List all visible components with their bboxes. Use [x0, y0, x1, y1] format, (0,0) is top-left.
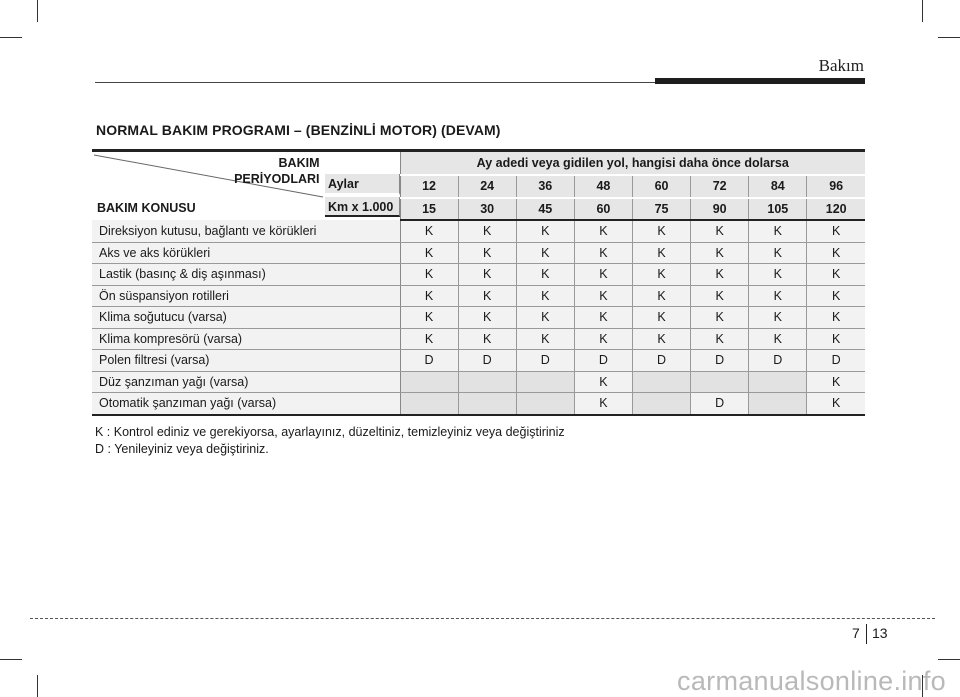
maintenance-item: Polen filtresi (varsa) — [92, 350, 400, 372]
legend-k: K : Kontrol ediniz ve gerekiyorsa, ayarlayınız, düzeltiniz, temizleyiniz veya değiştiriniz — [95, 425, 565, 439]
schedule-value: K — [633, 264, 691, 286]
schedule-value: K — [458, 285, 516, 307]
schedule-value: K — [458, 220, 516, 242]
footer-rule — [30, 618, 935, 619]
months-header-cell: 12 — [400, 175, 458, 198]
schedule-value: K — [807, 307, 865, 329]
schedule-value: K — [458, 307, 516, 329]
schedule-value: K — [400, 285, 458, 307]
table-row — [92, 307, 865, 329]
page-title: NORMAL BAKIM PROGRAMI – (BENZİNLİ MOTOR) (DEVAM) — [96, 122, 501, 138]
header-rule-accent — [655, 78, 865, 84]
schedule-value: K — [516, 220, 574, 242]
schedule-value: D — [458, 350, 516, 372]
schedule-value: K — [574, 307, 632, 329]
maintenance-item: Aks ve aks körükleri — [92, 242, 400, 264]
maintenance-item: Düz şanzıman yağı (varsa) — [92, 371, 400, 393]
schedule-value — [400, 393, 458, 415]
schedule-value: K — [400, 220, 458, 242]
schedule-value — [633, 393, 691, 415]
corner-subject-label: BAKIM KONUSU — [97, 201, 196, 215]
schedule-value: K — [400, 264, 458, 286]
km-header-cell: 75 — [633, 198, 691, 221]
maintenance-item: Klima kompresörü (varsa) — [92, 328, 400, 350]
km-header-cell: 90 — [691, 198, 749, 221]
schedule-value: K — [749, 328, 807, 350]
crop-mark — [37, 0, 38, 22]
schedule-value: K — [574, 285, 632, 307]
header-rule — [95, 82, 655, 83]
schedule-value: K — [807, 393, 865, 415]
schedule-value: K — [516, 242, 574, 264]
schedule-value — [516, 371, 574, 393]
watermark: carmanualsonline.info — [677, 666, 946, 696]
chapter-number: 7 — [852, 625, 860, 641]
schedule-value — [400, 371, 458, 393]
crop-mark — [938, 37, 960, 38]
schedule-value: K — [633, 242, 691, 264]
schedule-value: K — [749, 285, 807, 307]
schedule-value — [749, 371, 807, 393]
schedule-value: K — [574, 328, 632, 350]
months-header-cell: 36 — [516, 175, 574, 198]
table-row — [92, 242, 865, 264]
schedule-value: K — [516, 307, 574, 329]
crop-mark — [0, 37, 22, 38]
schedule-value — [691, 371, 749, 393]
legend-d: D : Yenileyiniz veya değiştiriniz. — [95, 442, 269, 456]
schedule-value: K — [633, 220, 691, 242]
schedule-value: K — [400, 328, 458, 350]
km-header-cell: 105 — [749, 198, 807, 221]
maintenance-item: Lastik (basınç & diş aşınması) — [92, 264, 400, 286]
crop-mark — [922, 0, 923, 22]
table-row — [92, 350, 865, 372]
interval-header: Ay adedi veya gidilen yol, hangisi daha önce dolarsa — [400, 151, 865, 176]
schedule-value: K — [633, 285, 691, 307]
crop-mark — [938, 659, 960, 660]
maintenance-item: Otomatik şanzıman yağı (varsa) — [92, 393, 400, 415]
schedule-value — [633, 371, 691, 393]
schedule-value: K — [574, 264, 632, 286]
schedule-value: K — [633, 307, 691, 329]
table-row — [92, 328, 865, 350]
months-header-cell: 60 — [633, 175, 691, 198]
maintenance-item: Direksiyon kutusu, bağlantı ve körükleri — [92, 220, 400, 242]
schedule-value: K — [749, 242, 807, 264]
schedule-value: K — [633, 328, 691, 350]
schedule-value: D — [400, 350, 458, 372]
schedule-value: K — [458, 328, 516, 350]
schedule-value: K — [807, 242, 865, 264]
schedule-value: K — [400, 307, 458, 329]
crop-mark — [37, 675, 38, 697]
page-separator — [866, 624, 867, 644]
schedule-value: K — [516, 264, 574, 286]
months-header-cell: 24 — [458, 175, 516, 198]
maintenance-item: Ön süspansiyon rotilleri — [92, 285, 400, 307]
schedule-value: K — [574, 393, 632, 415]
schedule-value — [458, 393, 516, 415]
corner-periods-label — [234, 155, 319, 187]
table-row — [92, 393, 865, 415]
schedule-value: D — [516, 350, 574, 372]
schedule-value: K — [516, 328, 574, 350]
km-header-cell: 60 — [574, 198, 632, 221]
schedule-value: K — [458, 264, 516, 286]
schedule-value: K — [807, 328, 865, 350]
months-header-cell: 48 — [574, 175, 632, 198]
table-row — [92, 264, 865, 286]
maintenance-table — [92, 149, 865, 416]
running-header: Bakım — [818, 56, 864, 75]
schedule-value: K — [691, 220, 749, 242]
schedule-value: K — [691, 264, 749, 286]
schedule-value: K — [574, 371, 632, 393]
maintenance-item: Klima soğutucu (varsa) — [92, 307, 400, 329]
schedule-value: K — [807, 371, 865, 393]
schedule-value: D — [749, 350, 807, 372]
schedule-value: K — [574, 242, 632, 264]
schedule-value: K — [749, 220, 807, 242]
km-label: Km x 1.000 — [325, 197, 400, 218]
schedule-value: K — [807, 285, 865, 307]
km-header-cell: 30 — [458, 198, 516, 221]
legend — [95, 424, 565, 458]
page-number: 13 — [872, 625, 888, 641]
schedule-value: K — [574, 220, 632, 242]
schedule-value: D — [691, 350, 749, 372]
schedule-value: K — [807, 264, 865, 286]
table-row — [92, 285, 865, 307]
schedule-value: K — [458, 242, 516, 264]
schedule-value: K — [807, 220, 865, 242]
table-row — [92, 371, 865, 393]
schedule-value: D — [691, 393, 749, 415]
table-corner — [92, 151, 400, 221]
schedule-value: D — [574, 350, 632, 372]
months-header-cell: 72 — [691, 175, 749, 198]
schedule-value: K — [749, 264, 807, 286]
schedule-value — [458, 371, 516, 393]
schedule-value: D — [807, 350, 865, 372]
crop-mark — [0, 659, 22, 660]
schedule-value: K — [691, 285, 749, 307]
km-header-cell: 15 — [400, 198, 458, 221]
km-header-cell: 45 — [516, 198, 574, 221]
corner-top-line-2: PERİYODLARI — [234, 172, 320, 186]
schedule-value — [516, 393, 574, 415]
months-label: Aylar — [325, 174, 400, 195]
corner-top-line-1: BAKIM — [278, 156, 320, 170]
schedule-value: K — [400, 242, 458, 264]
km-header-cell: 120 — [807, 198, 865, 221]
schedule-value: K — [516, 285, 574, 307]
schedule-value: D — [633, 350, 691, 372]
months-header-cell: 84 — [749, 175, 807, 198]
schedule-value: K — [691, 307, 749, 329]
table-row — [92, 220, 865, 242]
schedule-value: K — [691, 328, 749, 350]
schedule-value: K — [691, 242, 749, 264]
schedule-value — [749, 393, 807, 415]
schedule-value: K — [749, 307, 807, 329]
months-header-cell: 96 — [807, 175, 865, 198]
